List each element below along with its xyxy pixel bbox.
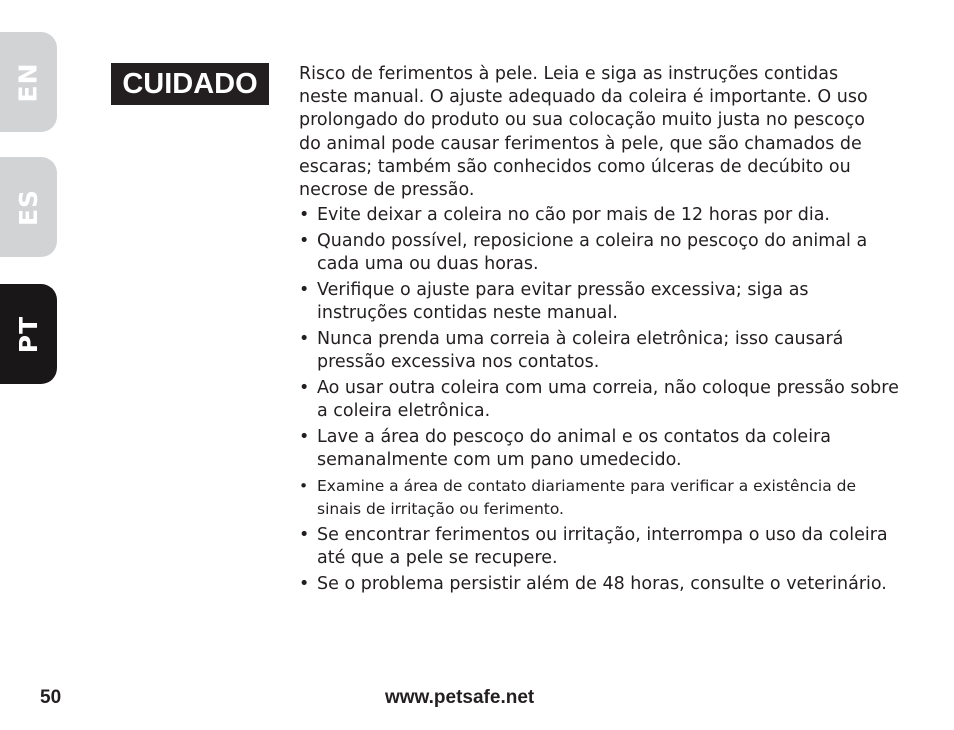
language-tab-en[interactable] bbox=[0, 32, 57, 132]
language-tab-pt[interactable] bbox=[0, 284, 57, 384]
caution-bullet: • Se o problema persistir além de 48 horas, consulte o veterinário. bbox=[299, 573, 899, 596]
caution-bullet: • Se encontrar ferimentos ou irritação, interrompa o uso da coleira até que a pele se recupere. bbox=[299, 524, 899, 570]
page-number: 50 bbox=[40, 687, 62, 708]
caution-bullet: • Evite deixar a coleira no cão por mais de 12 horas por dia. bbox=[299, 204, 899, 227]
language-tab-es[interactable] bbox=[0, 157, 57, 257]
caution-bullet: • Lave a área do pescoço do animal e os contatos da coleira semanalmente com um pano umedecido. bbox=[299, 426, 899, 472]
caution-bullet: • Nunca prenda uma correia à coleira eletrônica; isso causará pressão excessiva nos contatos. bbox=[299, 328, 899, 374]
caution-bullet-list bbox=[299, 204, 899, 596]
caution-bullet: • Verifique o ajuste para evitar pressão excessiva; siga as instruções contidas neste manual. bbox=[299, 279, 899, 325]
caution-intro: Risco de ferimentos à pele. Leia e siga as instruções contidas neste manual. O ajuste adequado da coleira é importante. O uso prolongado do produto ou sua colocação muito justa no pescoço do animal pode causar ferimentos à pele, que são chamados de escaras; também são conhecidos como úlceras de decúbito ou necrose de pressão. bbox=[299, 64, 868, 201]
caution-bullet: • Ao usar outra coleira com uma correia, não coloque pressão sobre a coleira eletrônica. bbox=[299, 377, 899, 423]
caution-bullet: • Quando possível, reposicione a coleira no pescoço do animal a cada uma ou duas horas. bbox=[299, 230, 899, 276]
language-tab-en-label: EN bbox=[13, 61, 43, 103]
caution-bullet: • Examine a área de contato diariamente para verificar a existência de sinais de irritação ou ferimento. bbox=[299, 475, 899, 521]
language-tab-pt-label: PT bbox=[13, 315, 43, 353]
caution-content bbox=[299, 63, 899, 599]
website-link[interactable]: www.petsafe.net bbox=[385, 687, 535, 708]
caution-heading: CUIDADO bbox=[111, 63, 269, 105]
language-tab-es-label: ES bbox=[14, 188, 43, 226]
